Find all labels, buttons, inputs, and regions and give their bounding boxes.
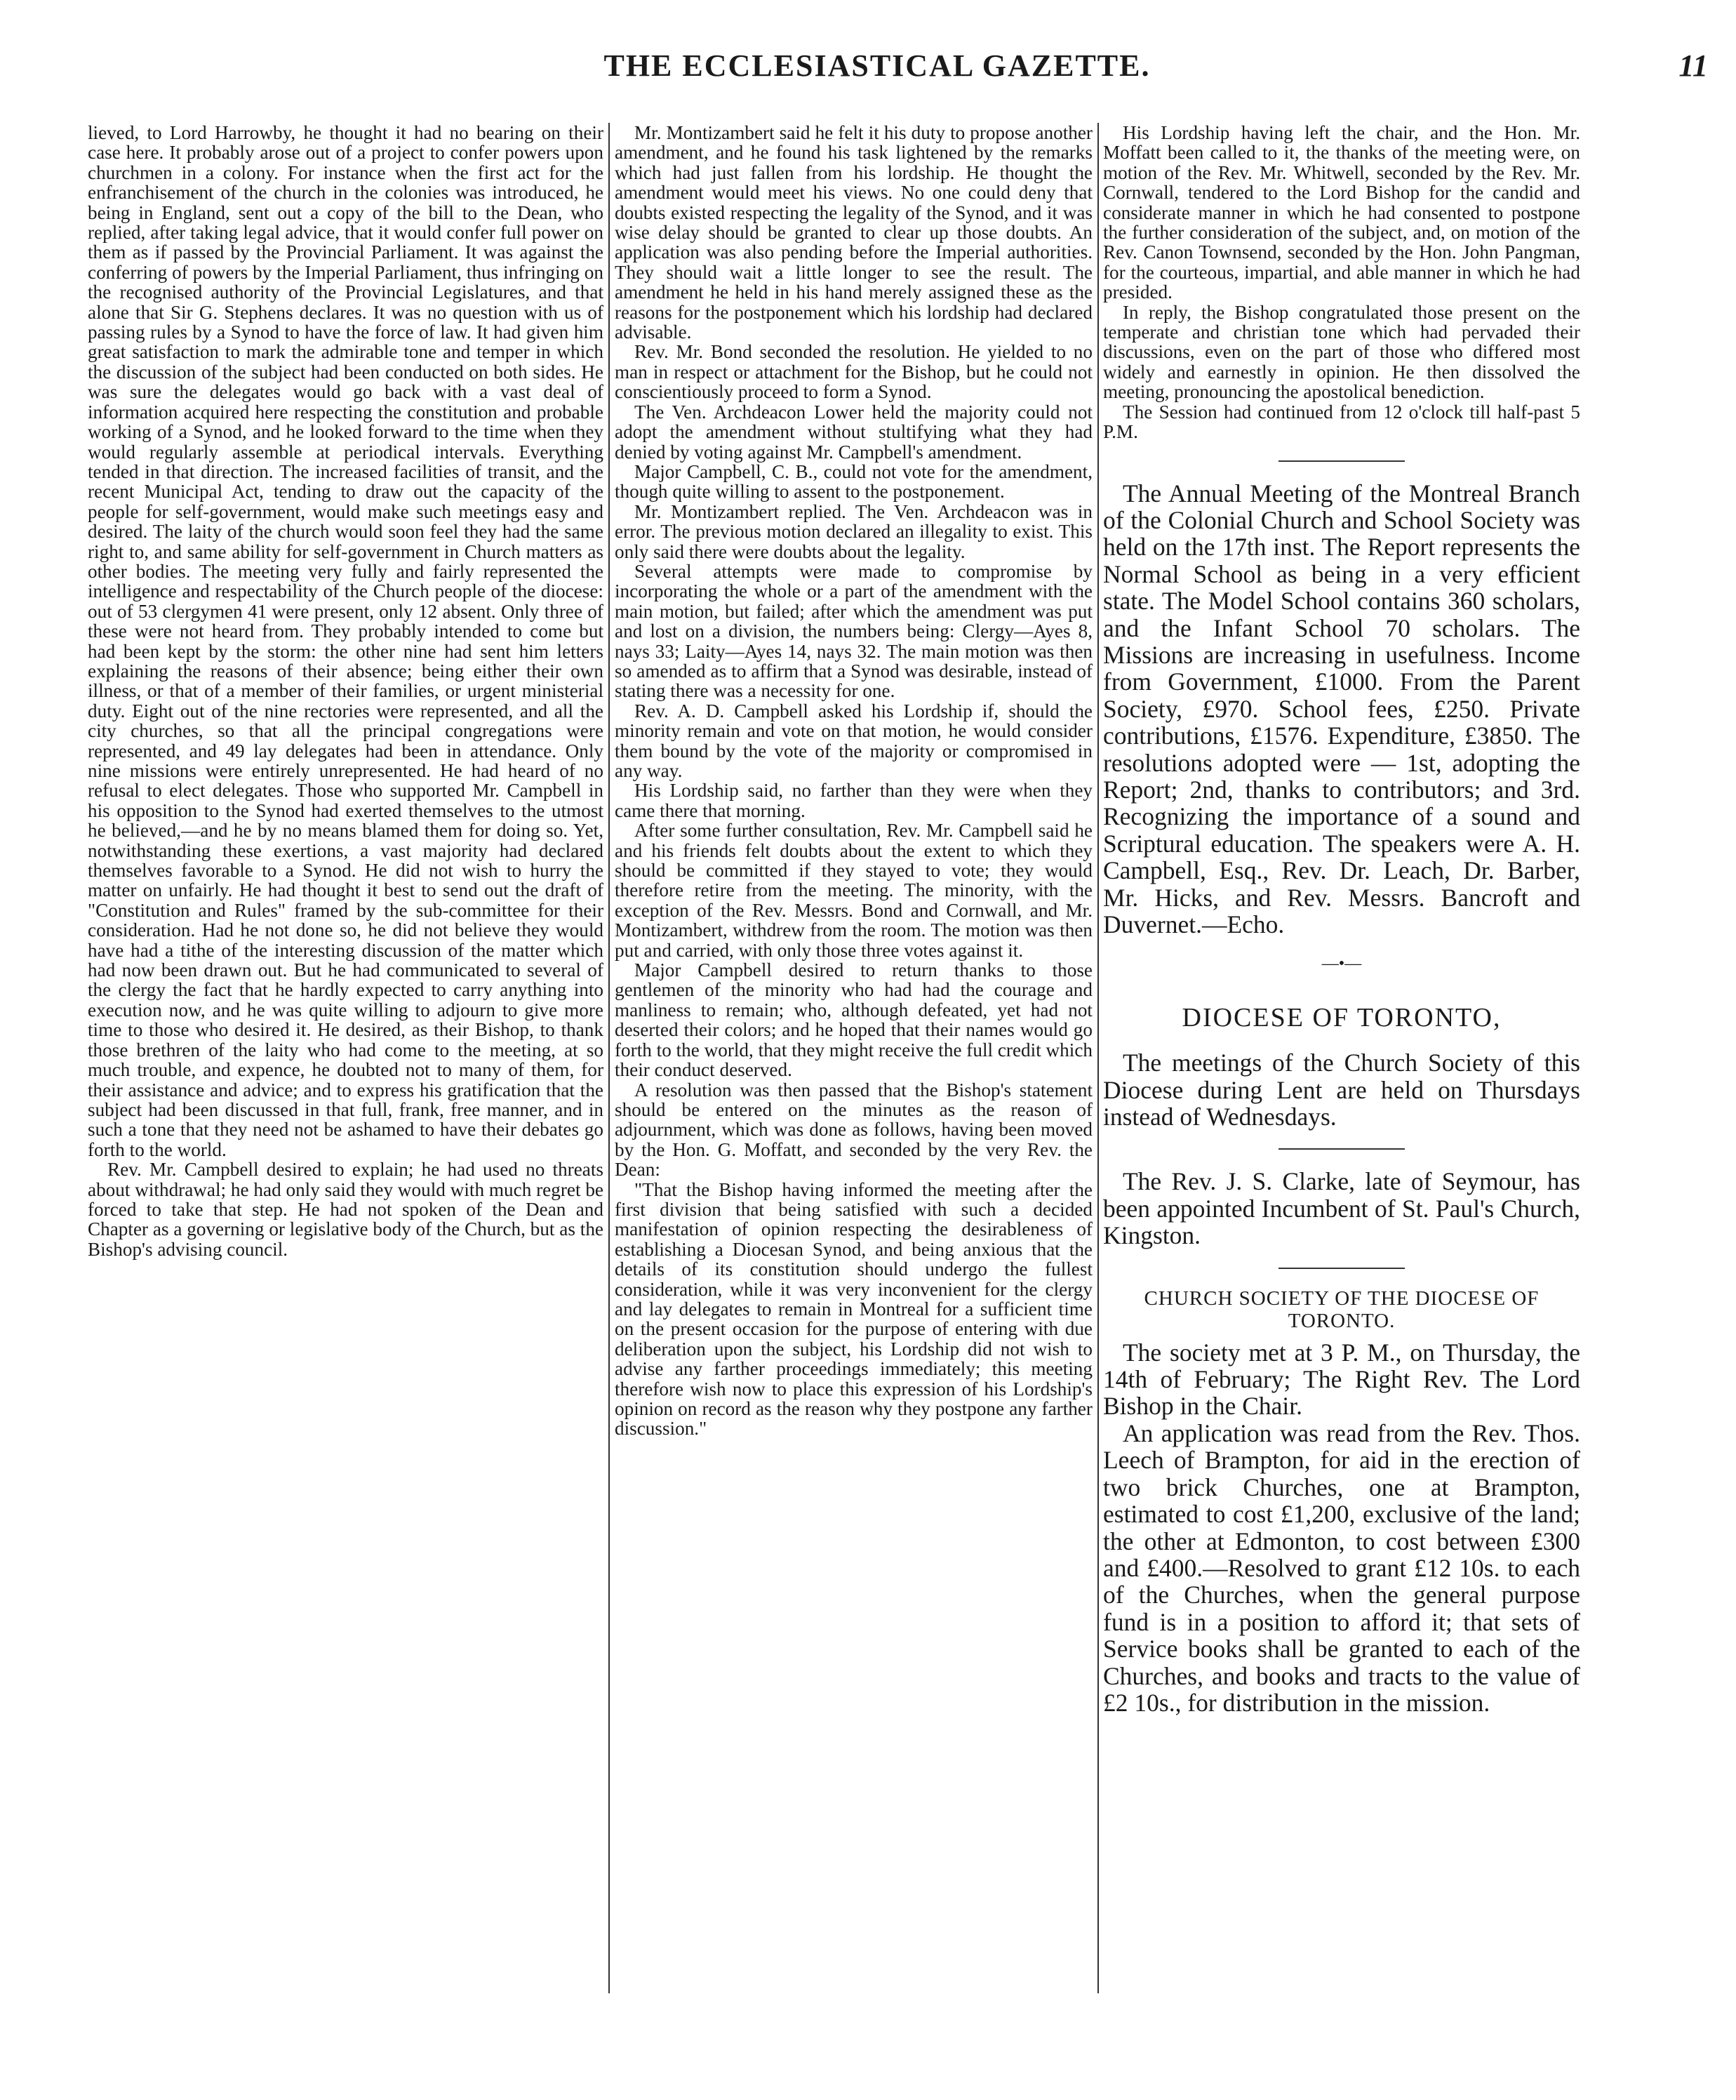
paragraph: Major Campbell, C. B., could not vote for the amendment, though quite willing to assent to the postponement. <box>615 460 1093 503</box>
paragraph: The meetings of the Church Society of this Diocese during Lent are held on Thursdays instead of Wednesdays. <box>1103 1049 1580 1131</box>
page-header <box>0 42 1736 91</box>
paragraph: Mr. Montizambert said he felt it his duty to propose another amendment, and he found his task lightened by the remarks which had just fallen from his lordship. He thought the amendment would meet his views. No one could deny that doubts existed respecting the legality of the Synod, and it was wise delay should be granted to clear up those doubts. An application was also pending before the Imperial authorities. They should wait a little longer to see the result. The amendment he held in his hand merely assigned these as the reasons for the postponement which his lordship had declared advisable. <box>615 123 1093 343</box>
paragraph: The Ven. Archdeacon Lower held the majority could not adopt the amendment without stultifying what they had denied by voting against Mr. Campbell's amendment. <box>615 401 1093 463</box>
column-divider-2 <box>1097 123 1099 1993</box>
column-1 <box>88 123 603 2067</box>
paragraph: The society met at 3 P. M., on Thursday, the 14th of February; The Right Rev. The Lord Bishop in the Chair. <box>1103 1338 1580 1421</box>
paragraph: In reply, the Bishop congratulated those present on the temperate and christian tone which had pervaded their discussions, even on the part of those who differed most widely and earnestly in opinion. He then dissolved the meeting, pronouncing the apostolical benediction. <box>1103 301 1580 403</box>
paragraph: An application was read from the Rev. Thos. Leech of Brampton, for aid in the erection of two brick Churches, one at Brampton, estimated to cost £1,200, exclusive of the land; the other at Edmonton, to cost between £300 and £400.—Resolved to grant £12 10s. to each of the Churches, when the general purpose fund is in a position to afford it; that sets of Service books shall be granted to each of the Churches, and books and tracts to the value of £2 10s., for distribution in the mission. <box>1103 1418 1580 1717</box>
section-heading-church-society: CHURCH SOCIETY OF THE DIOCESE OF TORONTO. <box>1144 1287 1540 1332</box>
paragraph: The Rev. J. S. Clarke, late of Seymour, has been appointed Incumbent of St. Paul's Church, Kingston. <box>1103 1167 1580 1250</box>
paragraph: Rev. Mr. Bond seconded the resolution. He yielded to no man in respect or attachment for the Bishop, but he could not conscientiously proceed to form a Synod. <box>615 341 1093 403</box>
section-heading-diocese-toronto: DIOCESE OF TORONTO, <box>1182 1002 1502 1032</box>
paragraph: Several attempts were made to compromise by incorporating the whole or a part of the amendment with the main motion, but failed; after which the amendment was put and lost on a division, the numbers being: Clergy—Ayes 8, nays 33; Laity—Ayes 14, nays 32. The main motion was then so amended as to affirm that a Synod was desirable, instead of stating there was a necessity for one. <box>615 560 1093 702</box>
paragraph: A resolution was then passed that the Bishop's statement should be entered on the minutes as the reason of adjournment, which was done as follows, having been moved by the Hon. G. Moffatt, and seconded by the very Rev. the Dean: <box>615 1079 1093 1181</box>
paragraph: Rev. Mr. Campbell desired to explain; he had used no threats about withdrawal; he had only said they would with much regret be forced to take that step. He had not spoken of the Dean and Chapter as a governing or legislative body of the Church, but as the Bishop's advising council. <box>88 1159 603 1260</box>
paragraph: The Session had continued from 12 o'clock till half-past 5 P.M. <box>1103 401 1580 443</box>
page-number: 11 <box>1678 48 1708 83</box>
gazette-title: THE ECCLESIASTICAL GAZETTE. <box>603 48 1151 83</box>
paragraph: Mr. Montizambert replied. The Ven. Archdeacon was in error. The previous motion declared an illegality to exist. This only said there were doubts about the legality. <box>615 500 1093 562</box>
paragraph: Rev. A. D. Campbell asked his Lordship if, should the minority remain and vote on that motion, he would consider them bound by the vote of the majority or compromised in any way. <box>615 700 1093 781</box>
paragraph: His Lordship having left the chair, and the Hon. Mr. Moffatt been called to it, the thanks of the meeting were, on motion of the Rev. Mr. Whitwell, seconded by the Rev. Mr. Cornwall, tendered to the Lord Bishop for the candid and considerate manner in which he had consented to postpone the further consideration of the subject, and, on motion of the Rev. Canon Townsend, seconded by the Hon. John Pangman, for the courteous, impartial, and able manner in which he had presided. <box>1103 123 1580 303</box>
paragraph: lieved, to Lord Harrowby, he thought it had no bearing on their case here. It probably arose out of a project to confer powers upon churchmen in a colony. For instance when the first act for the enfranchisement of the church in the colonies was introduced, he being in England, sent out a copy of the bill to the Dean, who replied, after taking legal advice, that it would confer full power on them as if passed by the Provincial Parliament. It was against the conferring of powers by the Imperial Parliament, thus infringing on the recognised authority of the Provincial Legislatures, and that alone that Sir G. Stephens declares. It was no question with us of passing rules by a Synod to have the force of law. It had given him great satisfaction to mark the admirable tone and temper in which the discussion of the subject had been conducted on both sides. He was sure the delegates would go back with a vast deal of information acquired here respecting the constitution and probable working of a Synod, and he looked forward to the time when they would regularly assemble at periodical intervals. Everything tended in that direction. The increased facilities of transit, and the recent Municipal Act, tending to draw out the capacity of the people for self-government, would make such meetings easy and desired. The laity of the church would soon feel they had the same right to, and same ability for self-government in Church matters as other bodies. The meeting very fully and fairly represented the intelligence and respectability of the Church people of the diocese: out of 53 clergymen 41 were present, only 12 absent. Only three of these were not heard from. They probably intended to come but had been kept by the storm: the other nine had sent him letters explaining the reasons of their absence; being either their own illness, or that of a member of their families, or urgent ministerial duty. Eight out of the nine rectories were represented, and all the city churches, so that all the principal congregations were represented, and 49 lay delegates had been in attendance. Only nine missions were entirely unrepresented. He had heard of no refusal to elect delegates. Those who supported Mr. Campbell in his opposition to the Synod had exerted themselves to the utmost he believed,—and he by no means blamed them for doing so. Yet, notwithstanding these exertions, a vast majority had declared themselves favorable to a Synod. He did not wish to hurry the matter on unfairly. He had thought it best to send out the draft of "Constitution and Rules" framed by the sub-committee for their consideration. Had he not done so, he did not believe they would have had a tithe of the interesting discussion of the matter which had now been drawn out. But he had communicated to several of the clergy the fact that he hardly expected to carry anything into execution now, and he was quite willing to adjourn to give more time to those who desired it. He desired, as their Bishop, to thank those brethren of the laity who had come to the meeting, at so much trouble, and expence, he doubted not to many of them, for their assistance and advice; and to express his gratification that the subject had been discussed in that full, frank, free manner, and in such a tone that they need not be ashamed to have their debates go forth to the world. <box>88 123 603 1160</box>
paragraph: His Lordship said, no farther than they were when they came there that morning. <box>615 780 1093 821</box>
section-divider <box>1278 1148 1405 1150</box>
column-3 <box>1103 123 1580 2067</box>
paragraph: The Annual Meeting of the Montreal Branch of the Colonial Church and School Society was held on the 17th inst. The Report represents the Normal School as being in a very efficient state. The Model School contains 360 scholars, and the Infant School 70 scholars. The Missions are increasing in usefulness. Income from Government, £1000. From the Parent Society, £970. School fees, £250. Private contributions, £1576. Expenditure, £3850. The resolutions adopted were — 1st, adopting the Report; 2nd, thanks to contributors; and 3rd. Recognizing the importance of a sound and Scriptural education. The speakers were A. H. Campbell, Esq., Rev. Dr. Leach, Dr. Barber, Mr. Hicks, and Rev. Messrs. Bancroft and Duvernet.—Echo. <box>1103 479 1580 938</box>
column-divider-1 <box>608 123 610 1993</box>
paragraph: After some further consultation, Rev. Mr. Campbell said he and his friends felt doubts about the extent to which they should be committed if they stayed to vote; they would therefore retire from the meeting. The minority, with the exception of the Rev. Messrs. Bond and Cornwall, and Mr. Montizambert, withdrew from the room. The motion was then put and carried, with only those three votes against it. <box>615 820 1093 961</box>
column-2 <box>615 123 1093 2067</box>
section-divider <box>1278 460 1405 462</box>
colonial-church-notice <box>1103 480 1580 1717</box>
paragraph: "That the Bishop having informed the meeting after the first division that being satisfied with such a decided manifestation of opinion respecting the desirableness of establishing a Diocesan Synod, and being anxious that the details of its constitution should undergo the fullest consideration, while it was very inconvenient for the clergy and lay delegates to remain in Montreal for a sufficient time on the present occasion for the purpose of entering with due deliberation upon the subject, his Lordship did not wish to advise any farther proceedings immediately; this meeting therefore wish now to place this expression of his Lordship's opinion on record as the reason why they postpone any farther discussion." <box>615 1178 1093 1440</box>
ornament-divider: —•— <box>1321 955 1362 973</box>
section-divider <box>1278 1268 1405 1269</box>
paragraph: Major Campbell desired to return thanks to those gentlemen of the minority who had had the courage and manliness to remain; who, although defeated, yet had not deserted their colors; and he hoped that their names would go forth to the world, that they might receive the full credit which their conduct deserved. <box>615 959 1093 1081</box>
